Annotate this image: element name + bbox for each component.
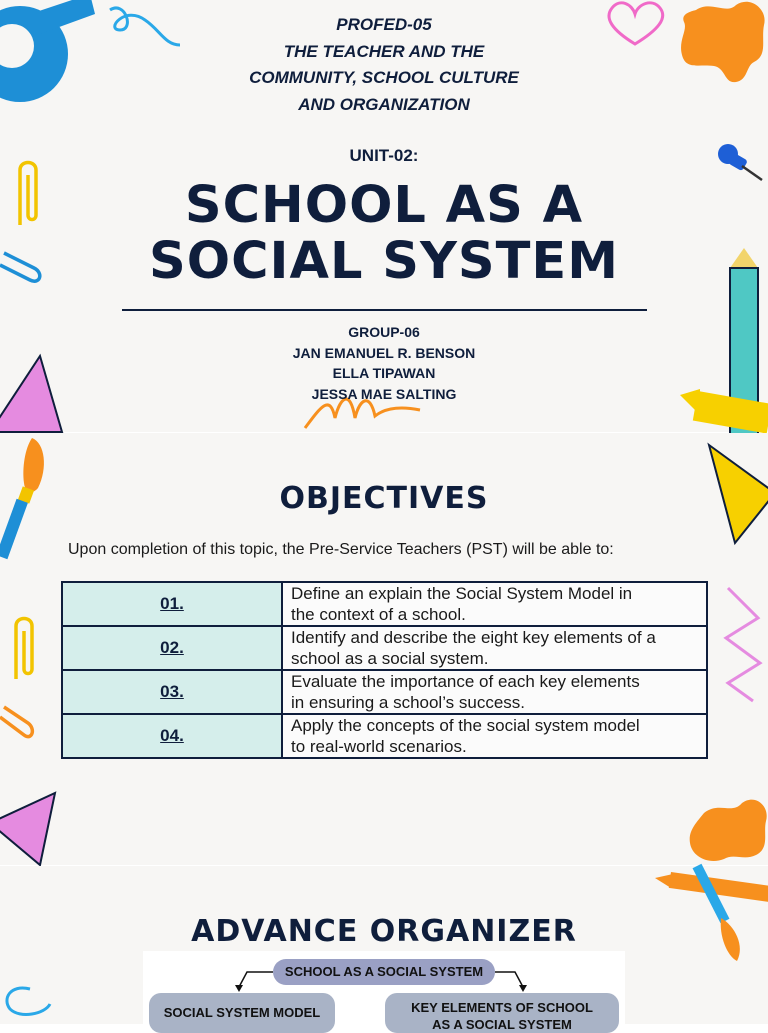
organizer-line: AS A SOCIAL SYSTEM (432, 1017, 572, 1032)
slide-title (0, 178, 768, 290)
group-members (0, 322, 768, 404)
table-row (62, 626, 707, 670)
objective-line: Apply the concepts of the social system model (291, 716, 640, 735)
advance-organizer-slide (0, 866, 768, 1032)
objective-line: Identify and describe the eight key elements of a (291, 628, 656, 647)
section-title: OBJECTIVES (279, 481, 489, 516)
group-line: ELLA TIPAWAN (332, 365, 436, 381)
organizer-line: KEY ELEMENTS OF SCHOOL (411, 1000, 593, 1015)
table-row (62, 714, 707, 758)
title-line: SCHOOL AS A (184, 176, 584, 235)
objective-line: school as a social system. (291, 649, 489, 668)
objective-number: 01. (62, 582, 282, 626)
organizer-left-node: SOCIAL SYSTEM MODEL (149, 993, 335, 1033)
paint-splash-icon (684, 793, 768, 865)
unit-label: UNIT-02: (349, 146, 419, 165)
paperclip-icon (6, 611, 40, 683)
title-line: SOCIAL SYSTEM (149, 232, 619, 291)
objectives-table (61, 581, 708, 759)
table-row (62, 582, 707, 626)
divider (122, 309, 647, 311)
group-line: GROUP-06 (348, 324, 420, 340)
objective-text (282, 670, 707, 714)
course-line: AND ORGANIZATION (298, 94, 470, 114)
section-title: ADVANCE ORGANIZER (191, 914, 577, 949)
objective-line: Evaluate the importance of each key elements (291, 672, 640, 691)
zigzag-icon (718, 583, 768, 703)
concept-map (143, 951, 625, 1031)
objective-line: the context of a school. (291, 605, 466, 624)
objective-line: Define an explain the Social System Model in (291, 584, 633, 603)
triangle-icon (0, 793, 60, 865)
objectives-slide (0, 433, 768, 865)
objective-text (282, 714, 707, 758)
squiggle-icon (0, 984, 55, 1024)
organizer-root-node: SCHOOL AS A SOCIAL SYSTEM (273, 959, 495, 985)
objective-line: in ensuring a school’s success. (291, 693, 526, 712)
intro-text: Upon completion of this topic, the Pre-Service Teachers (PST) will be able to: (68, 541, 614, 558)
course-line: COMMUNITY, SCHOOL CULTURE (249, 68, 519, 87)
title-slide (0, 0, 768, 432)
course-line: PROFED-05 (336, 15, 432, 34)
objective-text (282, 582, 707, 626)
objective-number: 02. (62, 626, 282, 670)
group-line: JESSA MAE SALTING (311, 385, 457, 402)
objective-text (282, 626, 707, 670)
course-title (0, 12, 768, 118)
table-row (62, 670, 707, 714)
organizer-right-node (385, 993, 619, 1033)
paperclip-icon (0, 705, 34, 745)
objective-line: to real-world scenarios. (291, 737, 467, 756)
group-line: JAN EMANUEL R. BENSON (292, 344, 476, 361)
objective-number: 04. (62, 714, 282, 758)
course-line: THE TEACHER AND THE (283, 41, 485, 61)
objective-number: 03. (62, 670, 282, 714)
